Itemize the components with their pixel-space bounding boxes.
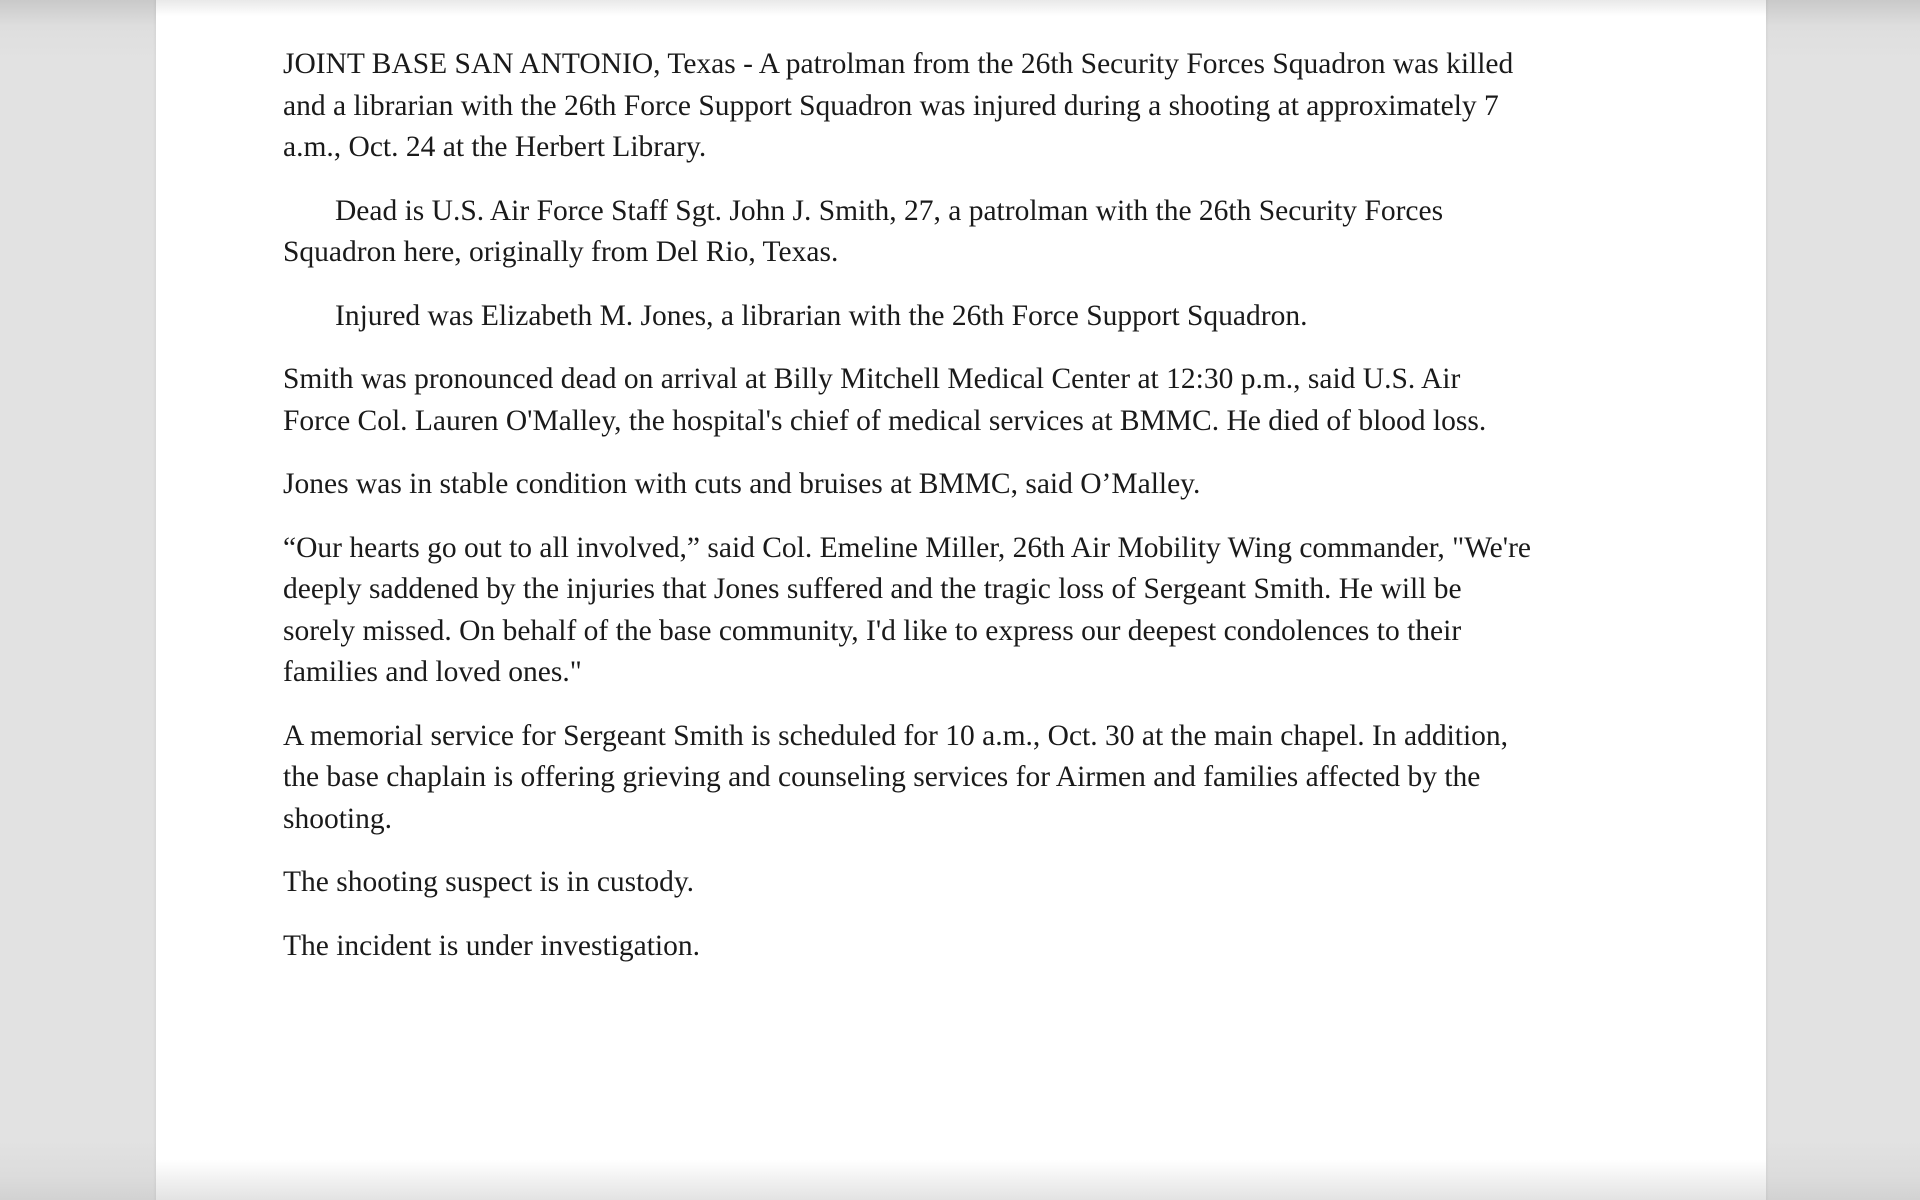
paragraph-medical-statement: Smith was pronounced dead on arrival at Billy Mitchell Medical Center at 12:30 p.m., said U.S. Air Force Col. Lauren O'Malley, the hospital's chief of medical services at BMMC. He died of blood loss. <box>283 363 1487 437</box>
paragraph-jones-condition: Jones was in stable condition with cuts and bruises at BMMC, said O’Malley. <box>283 468 1201 500</box>
document-text-body <box>283 44 1533 967</box>
paragraph-investigation-status: The incident is under investigation. <box>283 929 701 962</box>
paragraph-commander-quote: “Our hearts go out to all involved,” said Col. Emeline Miller, 26th Air Mobility Wing commander, "We're deeply saddened by the injuries that Jones suffered and the tragic loss of Sergeant Smith. He will be sorely missed. On behalf of the base community, I'd like to express our deepest condolences to their families and loved ones." <box>283 531 1532 688</box>
page-bottom-fade <box>156 1160 1766 1200</box>
document-page <box>156 0 1766 1200</box>
paragraph-injured-identification: Injured was Elizabeth M. Jones, a librarian with the 26th Force Support Squadron. <box>335 299 1308 332</box>
paragraph-lede: JOINT BASE SAN ANTONIO, Texas - A patrolman from the 26th Security Forces Squadron was killed and a librarian with the 26th Force Support Squadron was injured during a shooting at approximately 7 a.m., Oct. 24 at the Herbert Library. <box>283 48 1514 163</box>
paragraph-memorial-service: A memorial service for Sergeant Smith is scheduled for 10 a.m., Oct. 30 at the main chapel. In addition, the base chaplain is offering grieving and counseling services for Airmen and families affected by the shooting. <box>283 719 1509 835</box>
paragraph-suspect-status: The shooting suspect is in custody. <box>283 866 695 898</box>
page-top-fade <box>156 0 1766 16</box>
paragraph-deceased-identification: Dead is U.S. Air Force Staff Sgt. John J. Smith, 27, a patrolman with the 26th Security Forces Squadron here, originally from Del Rio, Texas. <box>283 194 1444 268</box>
